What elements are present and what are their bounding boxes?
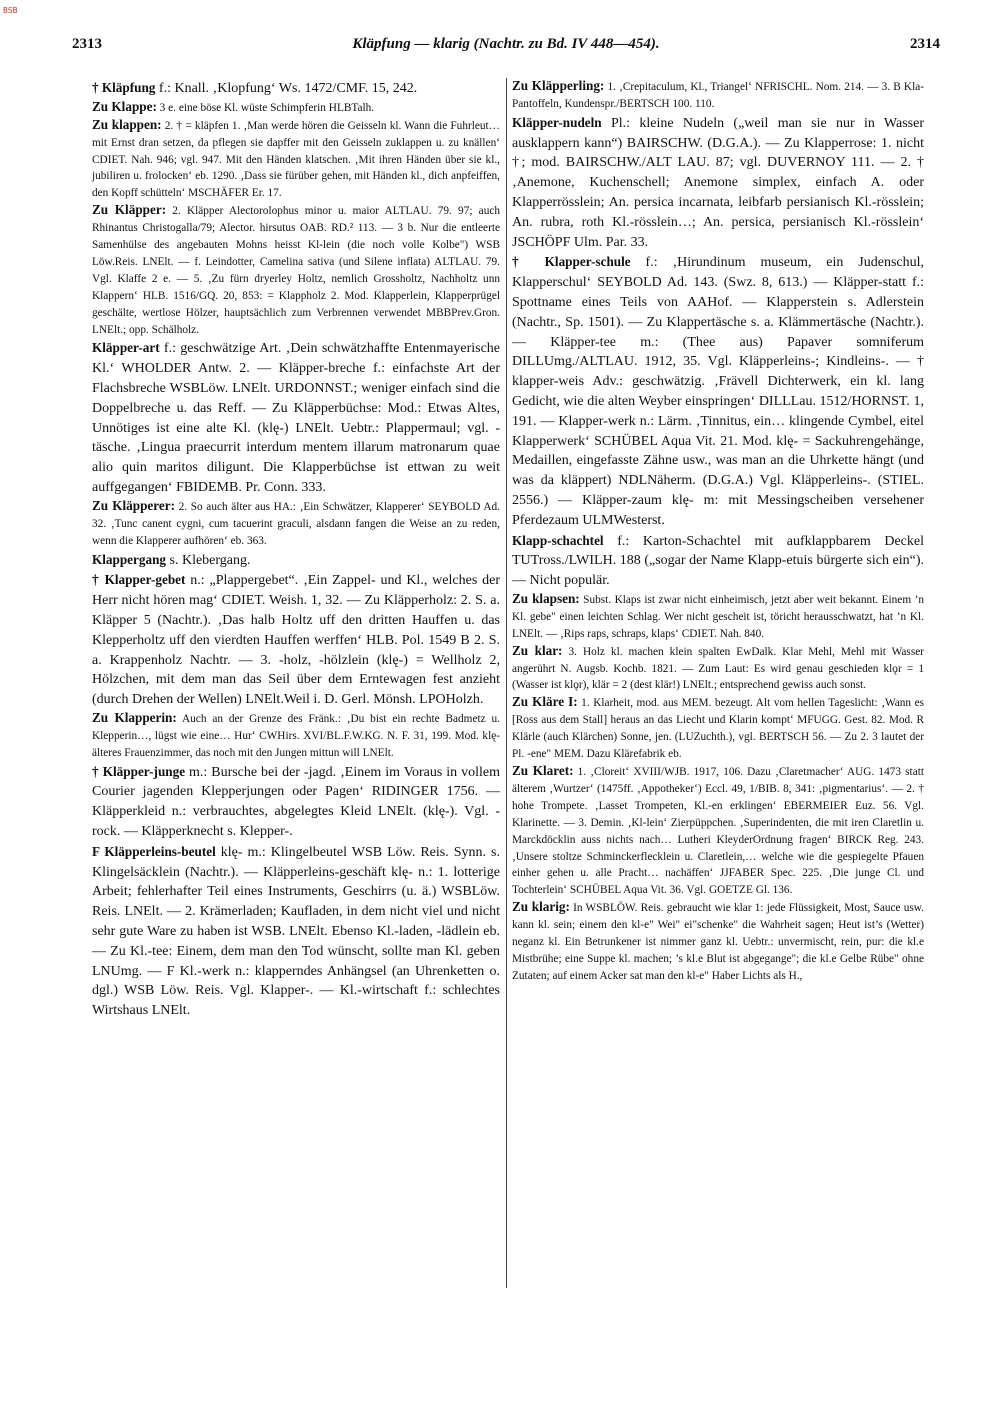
dictionary-entry [92,762,500,842]
entry-text: Auch an der Grenze des Fränk.: ‚Du bist ein rechte Badmetz u. Klepperin…, lügst wie eine… Hur‘ CWHirs. XVI/BL.F.W.KG. N. F. 31, 199. Mod. klę- älteres Frauenzimmer, das noch mit den Jungen mittun will LNElt. [92,712,500,759]
dictionary-entry [512,643,924,695]
entry-lemma: Zu klapsen: [512,590,580,606]
running-title: Kläpfung — klarig (Nachtr. zu Bd. IV 448—454). [352,36,660,52]
entry-text: klę- m.: Klingelbeutel WSB Löw. Reis. Synn. s. Klingelsäcklein (Nachtr.). — Kläpperleins-geschäft klę- n.: 1. lotterige Arbeit; fehlerhafter Teil eines Instruments, Geschirrs (u. ä.) WSBLöw. Reis. LNElt. — 2. Krämerladen; Kaufladen, in dem nicht viel und nicht sehr gute Ware zu haben ist WSB. LNElt. Ebenso Kl.-laden, -lädlein eb. — Zu Kl.-tee: Einem, dem man den Tod wünscht, sollte man Kl. geben LNUmg. — F Kl.-werk n.: klapperndes Anhängsel (an Uhrenketten o. dgl.) WSB Löw. Reis. Vgl. Klapper-. — Kl.-wirtschaft f.: schlechtes Wirtshaus LNElt. [92,844,500,1019]
dictionary-entry [512,899,924,985]
entry-lemma: Zu Kläpperling: [512,78,605,93]
right-column [512,78,924,985]
entry-lemma: Zu klappen: [92,116,162,132]
dictionary-entry [512,252,924,530]
dictionary-entry [92,78,500,99]
dictionary-entry [92,550,500,571]
entry-text: 2. Kläpper Alectorolophus minor u. maior ALTLAU. 79. 97; auch Rhinantus Christogalla/79; Alector. hirsutus OAB. RD.² 113. — 3 b. Nur die entleerte Samenhülse des angebauten Mohns heisst Kl-lein (die noch volle Kolbe") WSB Löw.Reis. LNElt. — f. Leindotter, Camelina sativa (und Silene inflata) ALTLAU. 79. Vgl. Klaffe 2 e. — 5. ‚Zu fürn dryerley Holtz, nemlich Grossholtz, Nachholtz unn Klappern‘ HLB. 1516/GQ. 20, 853: = Klappholz 2. Mod. Klapperlein, Klapperprügel geschälte, wertlose Hölzer, hauptsächlich zum Verbrennen verwendet MBBPrev.Gron. LNElt.; opp. Schälholz. [92,205,500,336]
entry-lemma: Klapp-schachtel [512,532,604,548]
entry-lemma: † Kläpper-junge [92,763,186,779]
dictionary-entry [92,202,500,338]
entry-text: 1. Klarheit, mod. aus MEM. bezeugt. Alt vom hellen Tageslicht: ‚Wann es [Ross aus dem Stall] heraus an das Liecht und Klarin kompt‘ MFUGG. Gest. 82. Mod. R Klärle (auch Klärchen) Sonne, jen. (LUZuchth.), vgl. BERTSCH 56. — Zu 2. 3 lautet der Pl. -ene" MEM. Dazu Klärefabrik eb. [512,697,925,761]
entry-text: 3. Holz kl. machen klein spalten EwDalk. Klar Mehl, Mehl mit Wasser angerührt N. Augsb. Kochb. 1821. — Zum Laut: Es wird genau geschieden klǫr = 1 (Wasser ist klǫr), klär = 2 (dest klär!) LNElt.; entsprechend gewiss auch sonst. [512,645,924,692]
page-number-right: 2314 [910,36,940,52]
entry-lemma: Zu Kläpper: [92,202,167,218]
entry-lemma: Zu Klapperin: [92,709,177,725]
dictionary-entry [92,842,500,1021]
entry-lemma: Zu Kläre I: [512,694,578,710]
entry-lemma: Klappergang [92,551,167,567]
left-column [92,78,500,1021]
entry-text: 1. ‚Cloreit‘ XVIII/WJB. 1917, 106. Dazu ‚Claretmacher‘ AUG. 1473 statt älterem ‚Wurtzer‘ (1475ff. ‚Appotheker‘) Eccl. 49, 1/BIB. 8, 341: ‚pigmentarius‘. — 2. † hohe Trompete. ‚Lasset Trompeten, Kl.-en erklingen‘ EBERMEIER Euz. 56. Vgl. Klarinette. — 3. Demin. ‚Kl-lein‘ Zierpüppchen. ‚Superindenten, die mit iren Claretlin u. Marckdöcklin auss nichts nach… Lutheri KleyderOrdnung fragen‘ BIRCK Reg. 243. ‚Unsere stoltze Schminckerflecklein u. Claretlein,… welche wie die gespiegelte Pfauen einher gehen u. alle Pracht… nachäffen‘ JJFABER Spec. 225. ‚Die junge Cl. und Tochterlein‘ SCHÜBEL Aqua Vit. 36. Vgl. GOETZE Gl. 136. [512,766,924,897]
entry-text: Subst. Klaps ist zwar nicht einheimisch, jetzt aber weit bekannt. Einem ’n Kl. gebe" einen leichten Schlag. Wer nicht gescheit ist, töricht herausschwatzt, hat ’n Kl. LNElt. — ‚Rips raps, schraps, klaps‘ CDIET. Nah. 840. [512,593,924,640]
page-header [72,36,940,60]
entry-lemma: Zu Kläpperer: [92,497,175,513]
entry-lemma: Kläpper-art [92,340,160,356]
dictionary-entry [92,710,500,762]
dictionary-entry [512,763,924,899]
entry-text: n.: „Plappergebet“. ‚Ein Zappel- und Kl., welches der Herr nicht hören mag‘ CDIET. Weish. 1, 32. — Zu Kläpperholz: 2. S. a. Kläpper 5 (Nachtr.). ‚Das halb Holtz uff den dritten Hauffen u. das Klepperholtz uff den vierdten Hauffen werffen‘ HLB. Pol. 1549 B 2. S. a. Krappenholz Nachtr. — 3. -holz, -hölzlein (klę-) = Wellholz 2, Hölzchen, mit dem man das Seil über dem Erntewagen fest anzieht (durch Drehen der Wellen) LNElt.Weil i. D. Gerl. Mönsh. LPOHolzh. [92,573,500,708]
scan-watermark: BSB [3,6,18,15]
entry-text: Pl.: kleine Nudeln („weil man sie nur in Wasser ausklappern kann“) BAIRSCHW. (D.G.A.). — Zu Klapperrose: 1. nicht †; mod. BAIRSCHW./ALT LAU. 87; vgl. DUVERNOY 111. — 2. † ‚Anemone, Kuchenschell; Anemone simplex, einfach A. oder Klapperrösslein; An. persica incarnata, leibfarb persianisch Kl.-rösslein; An. rubra, roth Kl.-rösslein…; An. persica, persianisch Kl.-rösslein‘ JSCHÖPF Ulm. Par. 33. [512,115,924,250]
entry-text: s. Klebergang. [166,552,251,568]
dictionary-entry [92,117,500,203]
dictionary-entry [512,591,924,643]
entry-text: f.: ‚Hirundinum museum, ein Judenschul, Klapperschul‘ SEYBOLD Ad. 143. (Swz. 8, 613.) — Kläpper-statt f.: Spottname eines Teils von AAHof. — Klapperstein s. Adlerstein (Nachtr., Sp. 1501). — Zu Klappertäsche s. a. Klämmertäsche (Nachtr.). — Kläpper-tee m.: (Thee aus) Papaver somniferum DILLUmg./ALTLAU. 1912, 35. Vgl. Kläpperleins-; Kindleins-. — † klapper-weis Adv.: geschwätzig. ‚Frävell Dichterwerk, ein kl. lang Gedicht, wie die alten Weyber einspringen‘ DILLLau. 1512/HORNST. 1, 191. — Klapper-werk n.: Lärm. ‚Tinnitus, ein… klingende Cymbel, eitel Klapperwerk‘ SCHÜBEL Aqua Vit. 21. Mod. klę- = Sackuhrengehänge, Medaillen, eingefasste Zähne usw., was man an die Uhrkette hängt (und was da kläppert) NDLNäherm. (D.G.A.) Vgl. Kläpperleins-. (STIEL. 2556.) — Kläpper-zaum klę- m: mit Messingscheiben versehener Pferdezaum ULMWesterst. [512,255,924,528]
entry-lemma: Zu Klappe: [92,98,157,114]
entry-text: m.: Bursche bei der -jagd. ‚Einem im Voraus in vollem Courier jagenden Klepperjungen oder Pagen‘ RIDINGER 1756. — Kläpperkleid n.: verbrauchtes, abgelegtes Kleid LNElt. (klę-). Vgl. -rock. — Kläpperknecht s. Klepper-. [92,764,500,840]
entry-text: 2. † = kläpfen 1. ‚Man werde hören die Geisseln kl. Wann die Fuhrleut… mit Ernst dran setzen, da pflegen sie dapffer mit den Geisseln zuklappen u. zu knällen‘ CDIET. Nah. 946; vgl. 947. Mit den Händen klatschen. ‚Mit ihren Händen über sie kl., jubiliren u. frolocken‘ eb. 1290. ‚Dass sie fürüber gehen, mit Händen kl., dich anpfeiffen, den Kopff schütteln‘ MSCHÄFER Er. 17. [92,119,500,200]
entry-lemma: Zu klar: [512,642,563,658]
entry-lemma: F Kläpperleins-beutel [92,843,216,859]
entry-lemma: † Kläpfung [92,80,156,95]
page-number-left: 2313 [72,36,102,52]
entry-text: 1. ‚Crepitaculum, Kl., Triangel‘ NFRISCHL. Nom. 214. — 3. B Kla- Pantoffeln, Kundenspr./BERTSCH 100. 110. [512,81,924,110]
entry-lemma: † Klapper-gebet [92,572,186,588]
entry-lemma: † Klapper-schule [512,254,631,270]
dictionary-entry [92,338,500,497]
entry-text: f.: Knall. ‚Klopfung‘ Ws. 1472/CMF. 15, 242. [155,81,418,96]
dictionary-entry [512,78,924,113]
dictionary-entry [92,498,500,550]
entry-lemma: Zu klarig: [512,899,570,915]
entry-lemma: Kläpper-nudeln [512,114,602,130]
entry-lemma: Zu Klaret: [512,763,574,778]
dictionary-entry [512,694,924,763]
entry-text: f.: geschwätzige Art. ‚Dein schwätzhaffte Entenmayerische Kl.‘ WHOLDER Antw. 2. — Kläpper-breche f.: einfachste Art der Flachsbreche WSBLöw. LNElt. URDONNST.; weniger einfach sind die Doppelbreche u. das Reff. — Zu Kläpperbüchse: Mod.: Etwas Altes, Unnötiges ist eine alte Kl. (klę-) LNElt. Uebtr.: Plappermaul; vgl. -täsche. ‚Lingua praecurrit interdum mentem illarum matronarum quae alio quin maritos diligunt. Die Klapperbüchse ist ettwan zu weit auffgegangen‘ FBIDEMB. Pr. Conn. 333. [92,341,500,496]
entry-text: f.: Karton-Schachtel mit aufklappbarem Deckel TUTross./LWILH. 188 („sogar der Name Klapp-etuis bürgerte sich ein“). — Nicht populär. [512,533,924,589]
dictionary-entry [92,570,500,710]
dictionary-entry [512,531,924,591]
column-divider [506,78,507,1288]
dictionary-entry [512,113,924,253]
entry-text: 3 e. eine böse Kl. wüste Schimpferin HLBTalh. [156,101,375,114]
entry-text: In WSBLÖW. Reis. gebraucht wie klar 1: jede Flüssigkeit, Most, Sauce usw. kann kl. sein; einem den kl-e" Wei" ei"schenke" die Wahrheit sagen; Heut ist’s (Wetter) neganz kl. Ein Betrunkener ist nimmer ganz kl. Uebtr.: unvermischt, rein, pur: die kl.e Mistbrühe; eine Suppe kl. machen; ’s kl.e Blut ist abgegange"; die kl.e Gelbe Rübe" ohne Zutaten; auf einem Acker sat man den kl-e" Haber Lichts als H., [512,902,924,982]
dictionary-entry [92,99,500,117]
entry-text: 2. So auch älter aus HA.: ‚Ein Schwätzer, Klapperer‘ SEYBOLD Ad. 32. ‚Tunc canent cygni, cum tacuerint graculi, alsdann fangen die Weise an zu reden, wenn die Klapperer aufhören‘ eb. 363. [92,500,501,547]
